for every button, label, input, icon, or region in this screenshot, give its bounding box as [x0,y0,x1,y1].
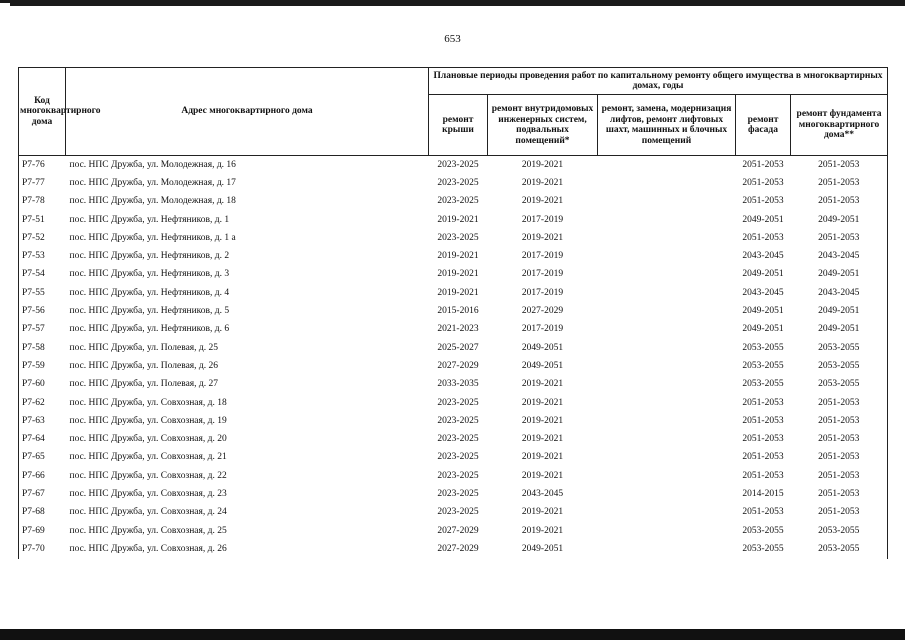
table-row [19,467,888,485]
cell-elevators [598,430,736,448]
cell-facade: 2051-2053 [742,470,784,481]
table-row [19,522,888,540]
cell-facade: 2051-2053 [742,434,784,445]
cell-facade: 2053-2055 [742,525,784,536]
table-header [19,68,888,156]
cell-code: Р7-54 [19,266,66,284]
cell-foundation: 2053-2055 [791,376,888,394]
cell-engineering: 2049-2051 [521,342,564,353]
cell-facade: 2051-2053 [742,232,784,243]
cell-foundation: 2051-2053 [791,193,888,211]
cell-foundation: 2051-2053 [791,485,888,503]
cell-elevators [598,449,736,467]
table-body [19,156,888,559]
cell-roof: 2015-2016 [437,306,479,317]
cell-roof: 2019-2021 [437,251,479,262]
cell-address: пос. НПС Дружба, ул. Молодежная, д. 18 [69,196,236,207]
cell-elevators [598,266,736,284]
cell-roof: 2023-2025 [437,196,479,207]
cell-engineering: 2017-2019 [521,324,564,335]
cell-foundation: 2053-2055 [791,540,888,558]
cell-elevators [598,394,736,412]
cell-elevators [598,357,736,375]
header-address: Адрес многоквартирного дома [66,68,429,156]
cell-engineering: 2043-2045 [521,488,564,499]
table-row [19,247,888,265]
cell-engineering: 2019-2021 [521,232,564,243]
cell-foundation: 2051-2053 [791,430,888,448]
cell-foundation: 2049-2051 [791,302,888,320]
cell-foundation: 2051-2053 [791,449,888,467]
cell-engineering: 2019-2021 [521,507,564,518]
cell-roof: 2019-2021 [437,287,479,298]
table-row [19,485,888,503]
cell-elevators [598,156,736,175]
table-row [19,321,888,339]
cell-facade: 2053-2055 [742,379,784,390]
cell-roof: 2023-2025 [437,452,479,463]
table-row [19,211,888,229]
cell-code: Р7-55 [19,284,66,302]
cell-engineering: 2019-2021 [521,470,564,481]
cell-roof: 2021-2023 [437,324,479,335]
cell-address: пос. НПС Дружба, ул. Нефтяников, д. 6 [69,324,230,335]
cell-foundation: 2053-2055 [791,339,888,357]
cell-roof: 2023-2025 [437,434,479,445]
cell-facade: 2049-2051 [742,269,784,280]
cell-address: пос. НПС Дружба, ул. Нефтяников, д. 2 [69,251,230,262]
cell-foundation: 2051-2053 [791,394,888,412]
cell-engineering: 2049-2051 [521,543,564,554]
cell-facade: 2051-2053 [742,196,784,207]
cell-roof: 2027-2029 [437,525,479,536]
cell-code: Р7-53 [19,247,66,265]
cell-engineering: 2019-2021 [521,196,564,207]
cell-engineering: 2019-2021 [521,379,564,390]
cell-code: Р7-64 [19,430,66,448]
cell-foundation: 2051-2053 [791,504,888,522]
cell-address: пос. НПС Дружба, ул. Нефтяников, д. 5 [69,306,230,317]
cell-foundation: 2051-2053 [791,229,888,247]
cell-address: пос. НПС Дружба, ул. Полевая, д. 27 [69,379,218,390]
cell-foundation: 2053-2055 [791,522,888,540]
table-row [19,284,888,302]
cell-engineering: 2019-2021 [521,397,564,408]
table-row [19,357,888,375]
top-scan-border-thick [10,0,905,6]
cell-foundation: 2043-2045 [791,247,888,265]
cell-elevators [598,174,736,192]
table-row [19,229,888,247]
cell-engineering: 2019-2021 [521,434,564,445]
cell-address: пос. НПС Дружба, ул. Совхозная, д. 25 [69,525,227,536]
table-row [19,193,888,211]
cell-elevators [598,522,736,540]
cell-address: пос. НПС Дружба, ул. Совхозная, д. 24 [69,507,227,518]
cell-code: Р7-60 [19,376,66,394]
cell-address: пос. НПС Дружба, ул. Совхозная, д. 20 [69,434,227,445]
cell-roof: 2023-2025 [437,397,479,408]
cell-code: Р7-52 [19,229,66,247]
cell-engineering: 2017-2019 [521,287,564,298]
table-row [19,266,888,284]
cell-engineering: 2049-2051 [521,360,564,371]
cell-foundation: 2049-2051 [791,266,888,284]
cell-code: Р7-78 [19,193,66,211]
cell-address: пос. НПС Дружба, ул. Совхозная, д. 22 [69,470,227,481]
cell-code: Р7-66 [19,467,66,485]
cell-engineering: 2019-2021 [521,525,564,536]
cell-code: Р7-67 [19,485,66,503]
cell-elevators [598,211,736,229]
cell-roof: 2025-2027 [437,342,479,353]
cell-roof: 2023-2025 [437,159,479,170]
cell-roof: 2027-2029 [437,360,479,371]
cell-code: Р7-76 [19,156,66,175]
cell-roof: 2023-2025 [437,488,479,499]
table-row [19,156,888,175]
cell-foundation: 2053-2055 [791,357,888,375]
bottom-scan-border [0,629,905,640]
cell-address: пос. НПС Дружба, ул. Совхозная, д. 19 [69,415,227,426]
cell-facade: 2051-2053 [742,159,784,170]
cell-foundation: 2051-2053 [791,412,888,430]
cell-roof: 2019-2021 [437,214,479,225]
cell-engineering: 2017-2019 [521,214,564,225]
cell-elevators [598,540,736,558]
cell-elevators [598,193,736,211]
cell-elevators [598,376,736,394]
cell-elevators [598,412,736,430]
cell-elevators [598,302,736,320]
cell-foundation: 2051-2053 [791,467,888,485]
cell-foundation: 2049-2051 [791,321,888,339]
table-row [19,302,888,320]
cell-engineering: 2019-2021 [521,415,564,426]
header-code: Код многоквартирного дома [19,68,66,156]
cell-foundation: 2051-2053 [791,156,888,175]
cell-facade: 2051-2053 [742,397,784,408]
cell-roof: 2023-2025 [437,232,479,243]
header-foundation: ремонт фундамента многоквартирного дома** [791,95,888,156]
cell-facade: 2049-2051 [742,214,784,225]
cell-elevators [598,339,736,357]
cell-elevators [598,321,736,339]
cell-code: Р7-56 [19,302,66,320]
cell-facade: 2043-2045 [742,287,784,298]
cell-code: Р7-65 [19,449,66,467]
cell-facade: 2049-2051 [742,306,784,317]
cell-address: пос. НПС Дружба, ул. Полевая, д. 26 [69,360,218,371]
cell-engineering: 2019-2021 [521,177,564,188]
header-engineering: ремонт внутридомовых инженерных систем, подвальных помещений* [488,95,598,156]
cell-elevators [598,229,736,247]
page-number: 653 [444,33,461,45]
cell-roof: 2033-2035 [437,379,479,390]
cell-code: Р7-63 [19,412,66,430]
cell-roof: 2027-2029 [437,543,479,554]
cell-elevators [598,504,736,522]
cell-facade: 2043-2045 [742,251,784,262]
cell-facade: 2053-2055 [742,360,784,371]
cell-address: пос. НПС Дружба, ул. Нефтяников, д. 1 [69,214,230,225]
cell-address: пос. НПС Дружба, ул. Нефтяников, д. 3 [69,269,230,280]
header-elevators: ремонт, замена, модернизация лифтов, ремонт лифтовых шахт, машинных и блочных помещений [598,95,736,156]
cell-code: Р7-58 [19,339,66,357]
table-row [19,174,888,192]
cell-code: Р7-69 [19,522,66,540]
cell-elevators [598,467,736,485]
cell-elevators [598,284,736,302]
cell-address: пос. НПС Дружба, ул. Молодежная, д. 17 [69,177,236,188]
cell-code: Р7-70 [19,540,66,558]
table-row [19,504,888,522]
cell-address: пос. НПС Дружба, ул. Полевая, д. 25 [69,342,218,353]
cell-address: пос. НПС Дружба, ул. Совхозная, д. 23 [69,488,227,499]
cell-facade: 2049-2051 [742,324,784,335]
cell-roof: 2023-2025 [437,415,479,426]
cell-engineering: 2019-2021 [521,452,564,463]
cell-address: пос. НПС Дружба, ул. Нефтяников, д. 1 а [69,232,236,243]
cell-roof: 2023-2025 [437,507,479,518]
cell-facade: 2053-2055 [742,342,784,353]
cell-address: пос. НПС Дружба, ул. Нефтяников, д. 4 [69,287,230,298]
table-row [19,412,888,430]
cell-facade: 2051-2053 [742,177,784,188]
cell-code: Р7-51 [19,211,66,229]
table-row [19,540,888,558]
cell-address: пос. НПС Дружба, ул. Совхозная, д. 26 [69,543,227,554]
cell-foundation: 2043-2045 [791,284,888,302]
cell-engineering: 2019-2021 [521,159,564,170]
repair-schedule-table [18,67,888,559]
cell-code: Р7-59 [19,357,66,375]
table-row [19,339,888,357]
table-row [19,430,888,448]
cell-roof: 2023-2025 [437,177,479,188]
cell-facade: 2053-2055 [742,543,784,554]
cell-engineering: 2017-2019 [521,269,564,280]
cell-elevators [598,485,736,503]
cell-code: Р7-62 [19,394,66,412]
cell-foundation: 2051-2053 [791,174,888,192]
cell-elevators [598,247,736,265]
header-planned-periods: Плановые периоды проведения работ по капитальному ремонту общего имущества в многоквартирных домах, годы [429,68,888,95]
cell-address: пос. НПС Дружба, ул. Молодежная, д. 16 [69,159,236,170]
cell-foundation: 2049-2051 [791,211,888,229]
table-row [19,449,888,467]
cell-address: пос. НПС Дружба, ул. Совхозная, д. 18 [69,397,227,408]
cell-roof: 2023-2025 [437,470,479,481]
cell-facade: 2014-2015 [742,488,784,499]
cell-code: Р7-77 [19,174,66,192]
cell-engineering: 2027-2029 [521,306,564,317]
cell-address: пос. НПС Дружба, ул. Совхозная, д. 21 [69,452,227,463]
cell-roof: 2019-2021 [437,269,479,280]
cell-code: Р7-57 [19,321,66,339]
cell-facade: 2051-2053 [742,452,784,463]
header-facade: ремонт фасада [736,95,791,156]
cell-facade: 2051-2053 [742,507,784,518]
cell-engineering: 2017-2019 [521,251,564,262]
cell-code: Р7-68 [19,504,66,522]
table-row [19,376,888,394]
table-row [19,394,888,412]
cell-facade: 2051-2053 [742,415,784,426]
header-roof: ремонт крыши [429,95,488,156]
